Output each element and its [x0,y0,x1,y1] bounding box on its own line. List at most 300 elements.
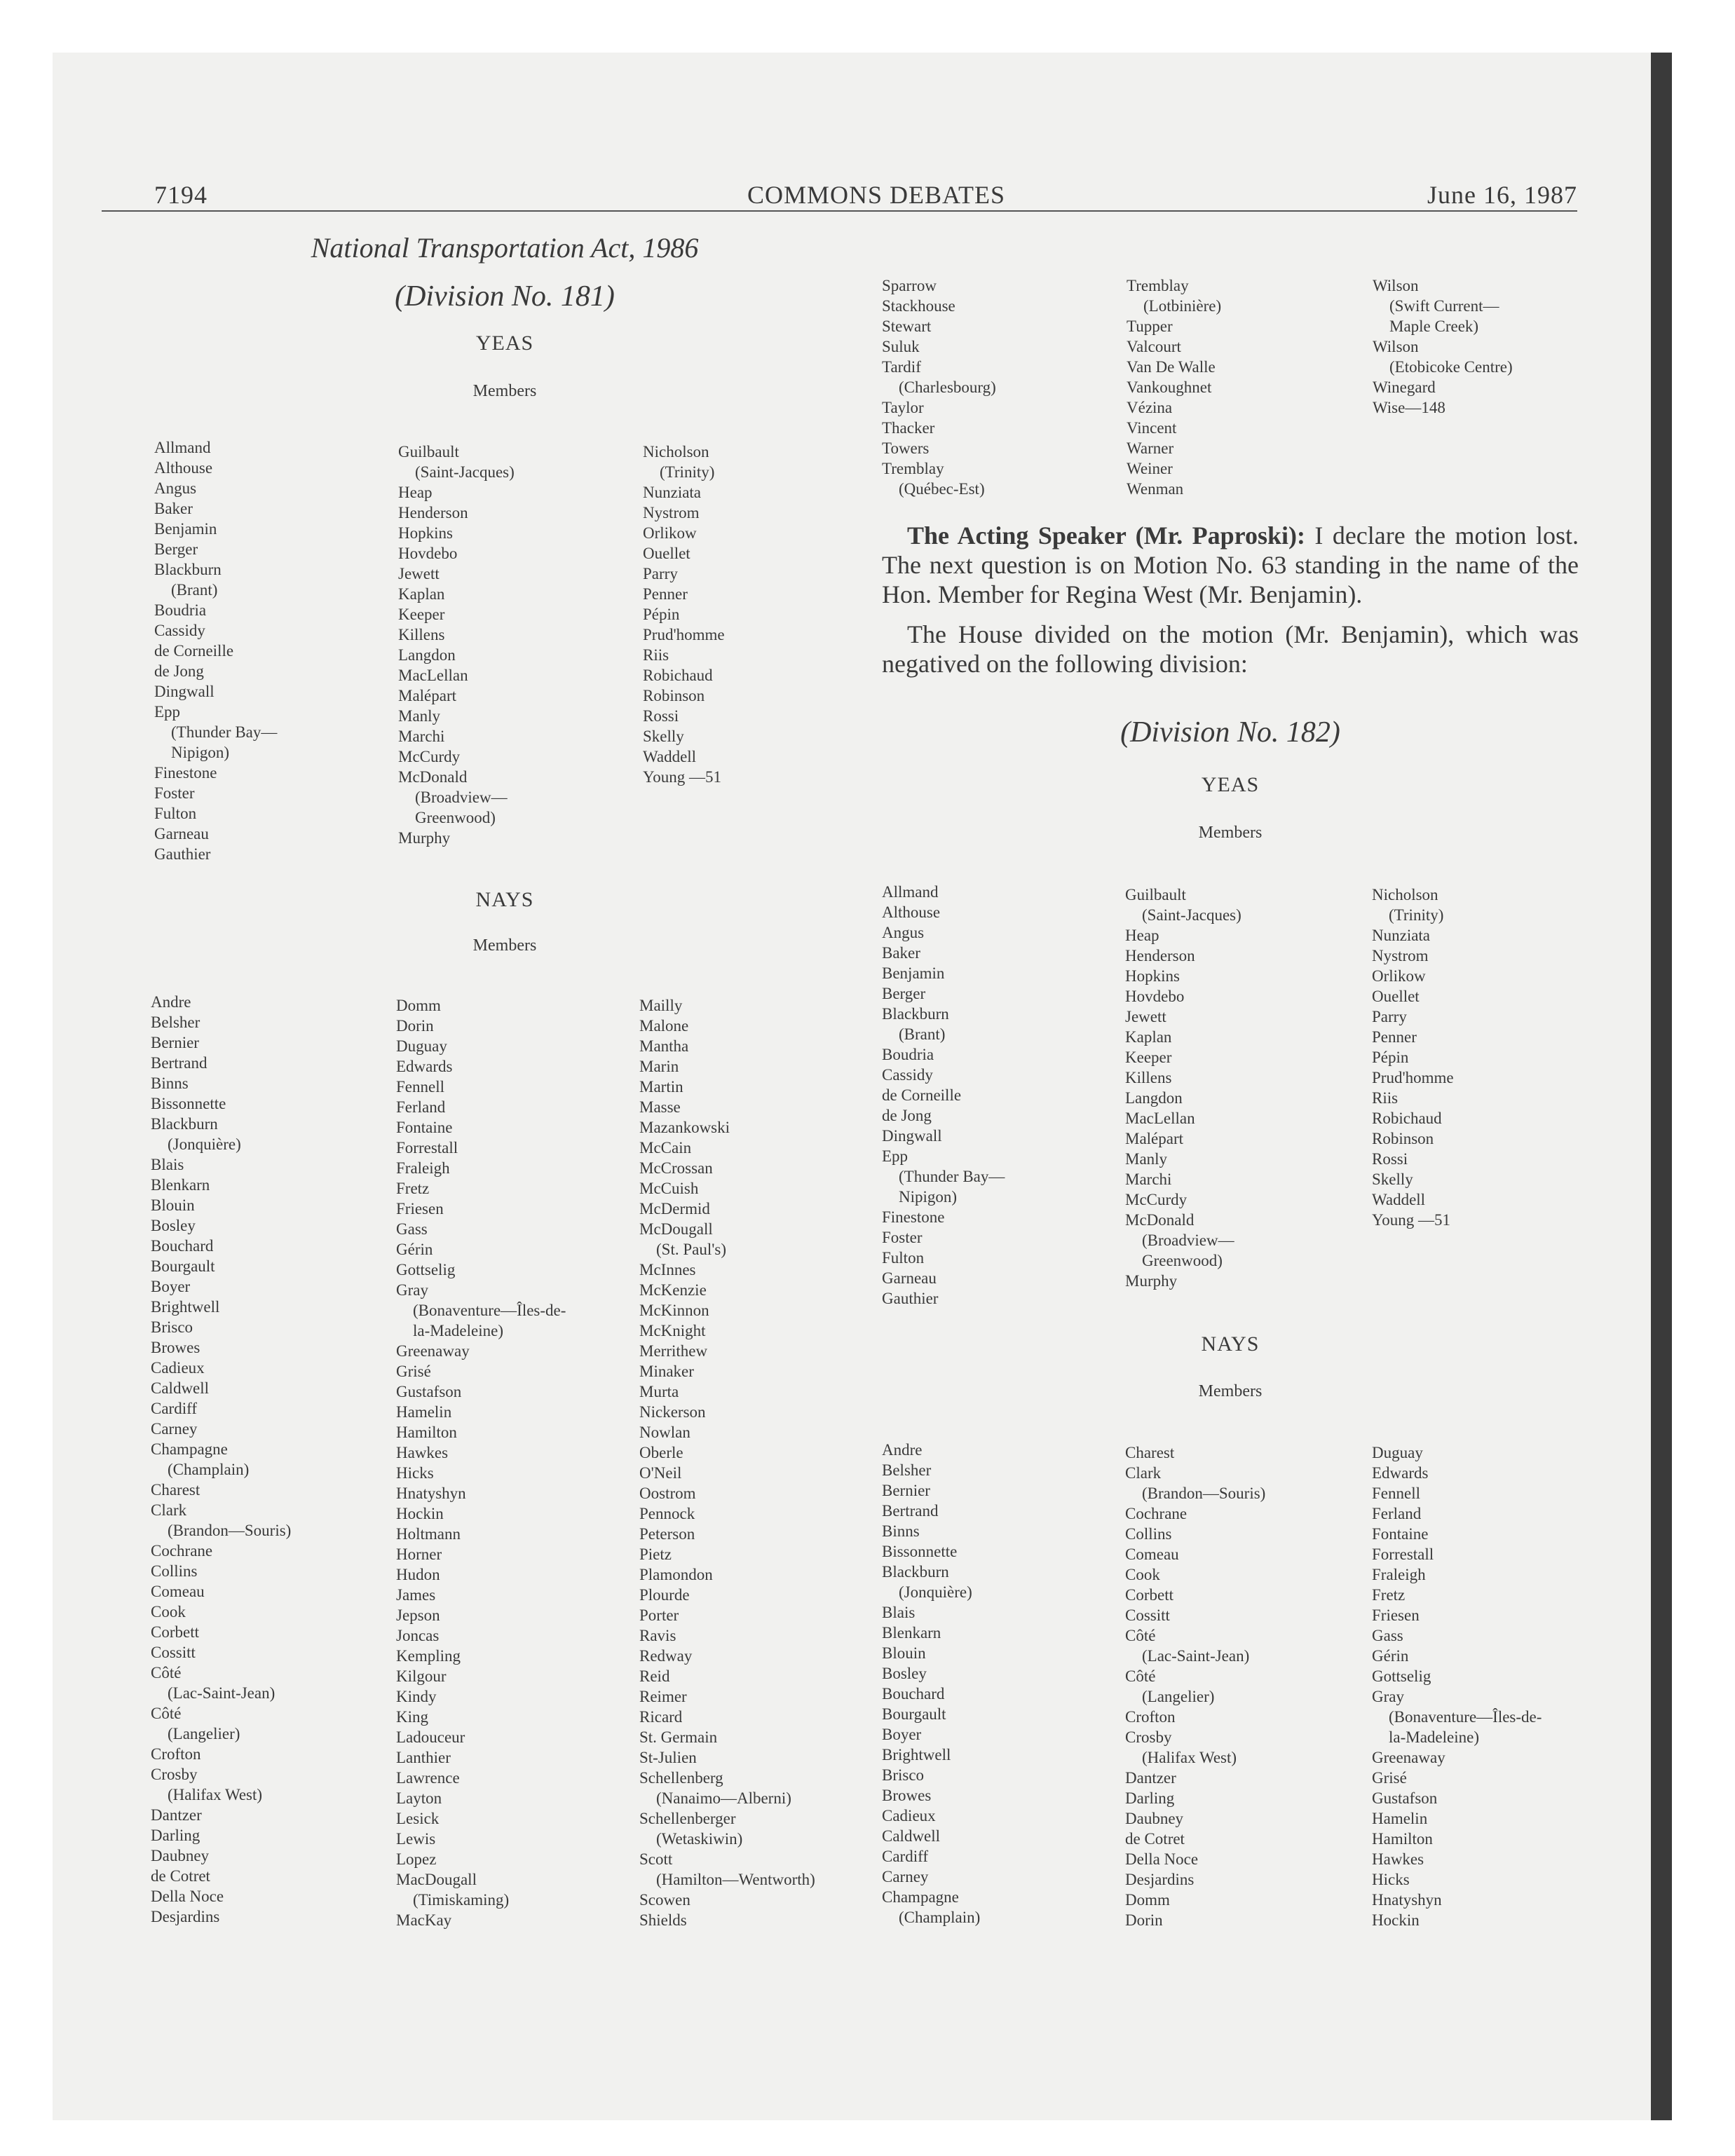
member-name: McKenzie [639,1281,707,1299]
member-name: Keeper [1125,1049,1172,1066]
member-name: MacKay [396,1911,452,1929]
member-name: Dorin [396,1017,434,1035]
member-name: Althouse [154,459,213,477]
member-name: Orlikow [643,524,697,542]
member-name: Kaplan [1125,1028,1172,1046]
member-name: Ouellet [1372,988,1420,1005]
member-name: Peterson [639,1525,695,1543]
member-name: Gustafson [1372,1789,1438,1807]
member-name: Hamilton [396,1424,457,1441]
member-name: Tremblay [882,460,944,477]
member-name: Desjardins [1125,1871,1195,1888]
member-name: Caldwell [882,1827,941,1845]
member-name: Baker [882,944,920,962]
member-name: Cossitt [1125,1606,1170,1624]
member-name: Fretz [1372,1586,1406,1604]
member-name: Andre [151,993,191,1011]
member-name: Lopez [396,1850,437,1868]
member-name: Dingwall [154,683,215,700]
member-name: Tupper [1127,318,1173,335]
member-name: Redway [639,1647,693,1665]
member-name: (Champlain) [168,1461,250,1478]
member-name: Caldwell [151,1379,210,1397]
member-name: Cochrane [1125,1505,1188,1522]
member-name: Fulton [882,1249,925,1267]
member-name: (Nanaimo—Alberni) [656,1789,791,1807]
member-name: Nipigon) [899,1188,958,1206]
member-name: Heap [1125,927,1159,944]
division-182-title: (Division No. 182) [1120,716,1340,749]
member-name: Blackburn [882,1563,949,1581]
member-name: Corbett [151,1623,199,1641]
member-name: Schellenberg [639,1769,723,1787]
member-name: McCurdy [398,748,461,765]
member-name: Killens [398,626,445,643]
member-name: Côté [1125,1667,1156,1685]
member-name: Penner [1372,1028,1417,1046]
member-name: MacDougall [396,1871,477,1888]
member-name: Skelly [1372,1171,1413,1188]
member-name: (Langelier) [1142,1688,1215,1705]
page-number: 7194 [154,181,207,209]
member-name: Boudria [882,1046,934,1063]
member-name: Blenkarn [151,1176,210,1194]
member-name: (St. Paul's) [656,1241,726,1258]
member-name: Grisé [396,1363,431,1380]
member-name: Crosby [1125,1728,1172,1746]
member-name: Blackburn [151,1115,218,1133]
member-name: Browes [151,1339,200,1356]
member-name: Fretz [396,1180,430,1197]
member-name: Dingwall [882,1127,942,1145]
member-name: (Halifax West) [1142,1749,1237,1766]
member-name: Bosley [882,1665,927,1682]
member-name: Bosley [151,1217,196,1234]
member-name: Minaker [639,1363,694,1380]
member-name: Kempling [396,1647,461,1665]
member-name: Waddell [1372,1191,1426,1208]
member-name: Jepson [396,1606,440,1624]
member-name: Hnatyshyn [396,1485,466,1502]
division-182-yeas-column-3 [1372,885,1454,1230]
member-name: Jewett [398,565,440,582]
member-name: (Jonquière) [168,1135,241,1153]
member-name: Murphy [398,829,451,847]
member-name: Carney [151,1420,198,1438]
member-name: Fulton [154,805,197,822]
division-paragraph-text: The House divided on the motion (Mr. Benjamin), which was negatived on the following division: [882,620,1579,678]
division-181-nays-members-label: Members [472,936,537,955]
member-name: Bertrand [151,1054,207,1072]
member-name: Layton [396,1789,442,1807]
member-name: Brisco [151,1318,193,1336]
member-name: McDougall [639,1220,713,1238]
member-name: Benjamin [154,520,217,538]
member-name: Scowen [639,1891,690,1909]
division-paragraph [882,620,1579,678]
member-name: Masse [639,1098,681,1116]
member-name: St. Germain [639,1728,718,1746]
member-name: Pépin [1372,1049,1409,1066]
member-name: McDermid [639,1200,710,1217]
member-name: (Wetaskiwin) [656,1830,743,1848]
member-name: Reimer [639,1688,687,1705]
member-name: Vincent [1127,419,1177,437]
division-182-yeas-column-1 [882,882,1005,1309]
member-name: la-Madeleine) [1389,1728,1479,1746]
member-name: O'Neil [639,1464,682,1482]
member-name: Hovdebo [398,545,458,562]
member-name: Baker [154,500,193,517]
member-name: Cochrane [151,1542,213,1560]
member-name: Wise—148 [1373,399,1445,416]
member-name: Warner [1127,439,1174,457]
member-name: Allmand [154,439,211,456]
member-name: McCain [639,1139,692,1157]
division-182-yeas-members-label: Members [1198,824,1263,842]
member-name: Killens [1125,1069,1172,1086]
member-name: Reid [639,1667,670,1685]
member-name: Clark [151,1501,187,1519]
member-name: (Charlesbourg) [899,378,996,396]
member-name: Blouin [151,1196,195,1214]
member-name: (Thunder Bay— [899,1168,1005,1185]
member-name: Bissonnette [882,1543,958,1560]
division-181-yeas-members-label: Members [472,382,537,400]
member-name: Fennell [1372,1485,1420,1502]
member-name: Parry [1372,1008,1407,1025]
member-name: Taylor [882,399,924,416]
member-name: MacLellan [398,667,468,684]
member-name: Bouchard [151,1237,214,1255]
member-name: Shields [639,1911,687,1929]
member-name: (Etobicoke Centre) [1389,358,1513,376]
member-name: Epp [154,703,181,721]
member-name: Rossi [1372,1150,1408,1168]
member-name: Gustafson [396,1383,462,1400]
member-name: Edwards [1372,1464,1429,1482]
member-name: Gass [1372,1627,1403,1644]
speaker-paragraph [882,521,1579,609]
division-182-nays-column-3 [1372,1442,1542,1930]
member-name: Boyer [151,1278,191,1295]
member-name: Browes [882,1787,932,1804]
member-name: (Bonaventure—Îles-de- [413,1302,566,1319]
member-name: Fontaine [396,1119,453,1136]
member-name: Daubney [1125,1810,1184,1827]
member-name: (Lac-Saint-Jean) [1142,1647,1250,1665]
member-name: Horner [396,1546,442,1563]
member-name: Cadieux [882,1807,936,1824]
division-181-nays-column-2 [396,995,566,1930]
member-name: MacLellan [1125,1110,1195,1127]
member-name: Garneau [882,1269,937,1287]
member-name: Tardif [882,358,921,376]
member-name: Boyer [882,1726,922,1743]
member-name: McDonald [1125,1211,1195,1229]
member-name: (Thunder Bay— [171,723,278,741]
member-name: Bernier [882,1482,930,1499]
member-name: de Cotret [151,1867,210,1885]
member-name: Brightwell [882,1746,951,1763]
member-name: Winegard [1373,378,1436,396]
member-name: (Swift Current— [1389,297,1499,315]
member-name: Hamelin [396,1403,452,1421]
member-name: Berger [154,540,198,558]
division-181-yeas-column-3 [643,442,725,787]
member-name: Ladouceur [396,1728,465,1746]
division-181-yeas-label: YEAS [475,332,534,355]
member-name: Greenwood) [1142,1252,1223,1269]
member-name: (Broadview— [1142,1231,1234,1249]
member-name: Guilbault [1125,886,1186,903]
member-name: Hockin [1372,1911,1420,1929]
member-name: Duguay [396,1037,447,1055]
member-name: Belsher [882,1461,932,1479]
member-name: Wilson [1373,277,1419,294]
member-name: Blackburn [154,561,222,578]
member-name: de Cotret [1125,1830,1185,1848]
member-name: Cossitt [151,1644,196,1661]
member-name: Allmand [882,883,939,901]
member-name: Vézina [1127,399,1173,416]
member-name: Belsher [151,1014,200,1031]
division-182-nays-column-2 [1125,1442,1265,1930]
member-name: de Corneille [154,642,234,660]
member-name: (Lac-Saint-Jean) [168,1684,275,1702]
member-name: Marchi [1125,1171,1172,1188]
member-name: Robinson [643,687,705,704]
member-name: la-Madeleine) [413,1322,503,1339]
member-name: Cassidy [882,1066,933,1084]
division-182-nays-column-1 [882,1440,980,1928]
division-182-nays-label: NAYS [1201,1332,1260,1356]
member-name: Binns [151,1074,189,1092]
member-name: Friesen [1372,1606,1420,1624]
member-name: (Trinity) [1389,906,1444,924]
scan-edge [1651,53,1672,2120]
member-name: Jewett [1125,1008,1166,1025]
member-name: Gauthier [882,1290,939,1307]
member-name: (Bonaventure—Îles-de- [1389,1708,1542,1726]
member-name: Cook [151,1603,186,1621]
member-name: Pennock [639,1505,695,1522]
member-name: Dorin [1125,1911,1163,1929]
member-name: Finestone [882,1208,945,1226]
member-name: Sparrow [882,277,937,294]
member-name: Ricard [639,1708,683,1726]
member-name: (Saint-Jacques) [415,463,515,481]
member-name: Brisco [882,1766,925,1784]
member-name: James [396,1586,436,1604]
member-name: Nystrom [643,504,700,521]
member-name: Gass [396,1220,428,1238]
member-name: Crosby [151,1766,198,1783]
member-name: Hopkins [1125,967,1180,985]
member-name: Crofton [1125,1708,1176,1726]
member-name: Binns [882,1522,920,1540]
member-name: Edwards [396,1058,453,1075]
member-name: Lanthier [396,1749,451,1766]
member-name: Bissonnette [151,1095,226,1112]
member-name: Hicks [1372,1871,1410,1888]
member-name: (Brant) [899,1025,946,1043]
member-name: Henderson [398,504,468,521]
member-name: Plourde [639,1586,690,1604]
division-181-title: (Division No. 181) [395,280,615,313]
member-name: Marchi [398,728,445,745]
member-name: Waddell [643,748,697,765]
member-name: McKinnon [639,1302,709,1319]
member-name: de Jong [154,662,204,680]
member-name: Heap [398,484,433,501]
member-name: Oberle [639,1444,683,1461]
member-name: (Brant) [171,581,218,599]
member-name: Gottselig [1372,1667,1431,1685]
member-name: Angus [882,924,925,941]
member-name: Merrithew [639,1342,708,1360]
act-title: National Transportation Act, 1986 [311,232,699,264]
member-name: Cardiff [151,1400,198,1417]
publication-title: COMMONS DEBATES [747,181,1006,209]
member-name: Hudon [396,1566,440,1583]
member-name: Blais [151,1156,184,1173]
member-name: (Trinity) [660,463,715,481]
member-name: Suluk [882,338,920,355]
member-name: (Timiskaming) [413,1891,510,1909]
member-name: Wilson [1373,338,1419,355]
member-name: Duguay [1372,1444,1423,1461]
member-name: Lewis [396,1830,436,1848]
member-name: Nickerson [639,1403,706,1421]
member-name: St-Julien [639,1749,697,1766]
member-name: Berger [882,985,926,1002]
member-name: Young —51 [1372,1211,1451,1229]
member-name: Gray [396,1281,428,1299]
member-name: Blenkarn [882,1624,941,1642]
member-name: Hawkes [1372,1850,1424,1868]
member-name: King [396,1708,428,1726]
member-name: Nicholson [1372,886,1438,903]
member-name: Murphy [1125,1272,1178,1290]
member-name: Finestone [154,764,217,782]
member-name: Collins [151,1562,198,1580]
member-name: McCurdy [1125,1191,1188,1208]
member-name: Guilbault [398,443,459,460]
member-name: Gottselig [396,1261,456,1278]
member-name: Tremblay [1127,277,1189,294]
member-name: Manly [398,707,441,725]
member-name: (Brandon—Souris) [1142,1485,1266,1502]
member-name: McDonald [398,768,468,786]
member-name: Garneau [154,825,209,842]
member-name: (Hamilton—Wentworth) [656,1871,815,1888]
member-name: (Jonquière) [899,1583,972,1601]
member-name: Kaplan [398,585,445,603]
division-181-yeas-column-2 [398,442,515,848]
member-name: Bertrand [882,1502,939,1520]
division-181-nays-column-3 [639,995,815,1930]
member-name: Holtmann [396,1525,461,1543]
member-name: Prud'homme [1372,1069,1454,1086]
member-name: Langdon [398,646,456,664]
member-name: Della Noce [1125,1850,1199,1868]
member-name: Andre [882,1441,923,1459]
member-name: Malépart [1125,1130,1184,1147]
member-name: Brightwell [151,1298,220,1316]
member-name: Comeau [1125,1546,1179,1563]
member-name: Nipigon) [171,744,230,761]
member-name: Côté [151,1705,182,1722]
member-name: Hicks [396,1464,434,1482]
member-name: Dantzer [151,1806,202,1824]
member-name: (Brandon—Souris) [168,1522,292,1539]
member-name: Schellenberger [639,1810,736,1827]
member-name: Oostrom [639,1485,696,1502]
member-name: Riis [643,646,669,664]
member-name: Nunziata [1372,927,1431,944]
member-name: Towers [882,439,930,457]
member-name: Greenaway [1372,1749,1445,1766]
member-name: Scott [639,1850,673,1868]
member-name: Forrestall [396,1139,458,1157]
member-name: Prud'homme [643,626,725,643]
member-name: (Broadview— [415,789,508,806]
member-name: Ferland [1372,1505,1422,1522]
member-name: McCrossan [639,1159,713,1177]
member-name: Collins [1125,1525,1172,1543]
member-name: Comeau [151,1583,205,1600]
member-name: Champagne [882,1888,959,1906]
member-name: Clark [1125,1464,1162,1482]
member-name: Young —51 [643,768,722,786]
member-name: Carney [882,1868,929,1885]
member-name: Cassidy [154,622,205,639]
member-name: Dantzer [1125,1769,1176,1787]
member-name: de Jong [882,1107,932,1124]
speaker-text: I declare the motion lost. The next question is on Motion No. 63 standing in the name of the Hon. Member for Regina West (Mr. Benjamin). [882,521,1579,608]
member-name: Cadieux [151,1359,205,1377]
member-name: Forrestall [1372,1546,1434,1563]
member-name: McCuish [639,1180,699,1197]
member-name: Greenaway [396,1342,470,1360]
division-181-yeas-column-1 [154,437,277,864]
member-name: Gauthier [154,845,211,863]
member-name: Lawrence [396,1769,460,1787]
member-name: Corbett [1125,1586,1173,1604]
member-name: Epp [882,1147,909,1165]
member-name: Valcourt [1127,338,1181,355]
member-name: Cardiff [882,1848,929,1865]
member-name: (Lotbinière) [1143,297,1222,315]
member-name: Murta [639,1383,679,1400]
member-name: Robichaud [1372,1110,1442,1127]
member-name: Kilgour [396,1667,447,1685]
member-name: Darling [151,1827,200,1844]
member-name: Riis [1372,1089,1399,1107]
member-name: Gérin [396,1241,433,1258]
member-name: Cook [1125,1566,1160,1583]
member-name: Charest [151,1481,200,1499]
member-name: Skelly [643,728,684,745]
member-name: Martin [639,1078,683,1096]
page-date: June 16, 1987 [1427,181,1577,209]
member-name: Malone [639,1017,689,1035]
member-name: Langdon [1125,1089,1183,1107]
member-name: Bouchard [882,1685,945,1703]
member-name: Grisé [1372,1769,1407,1787]
member-name: Angus [154,479,197,497]
